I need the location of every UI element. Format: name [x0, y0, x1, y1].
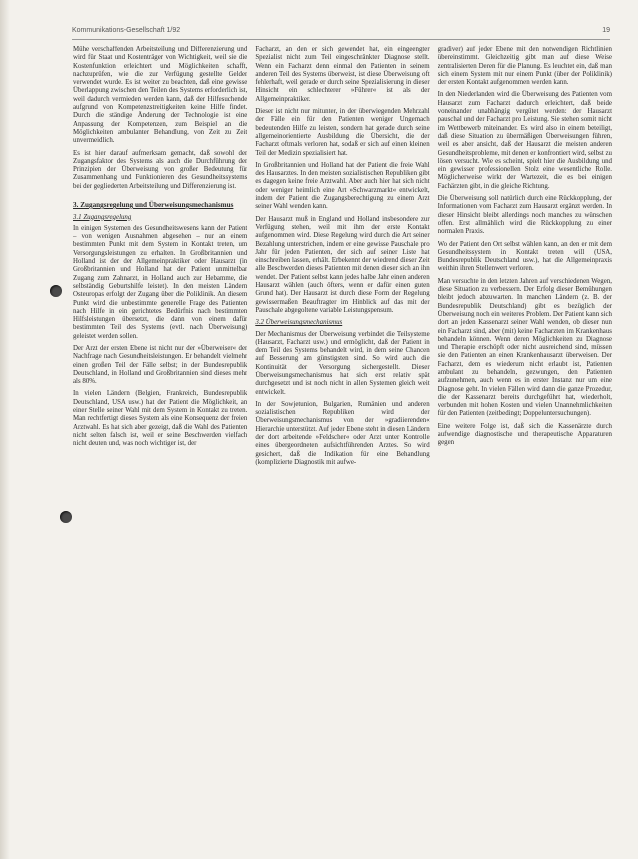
paragraph: In der Sowjetunion, Bulgarien, Rumänien und anderen sozialistischen Republiken wird der Überweisungsmechanismus von der »gradiierenden« Hierarchie unterstützt. Auf jeder Ebene steht in diesen Ländern der dort arbeitende »Feldscher« oder Arzt unter Kontrolle eines übergeordneten aufsichtführenden Arztes. So wird gesichert, daß die Indikation für eine Behandlung (komplizierte Diagnostik mit aufwe-: [255, 400, 430, 466]
paragraph: Facharzt, an den er sich gewendet hat, ein eingeengter Spezialist nicht zum Teil eingeschränkter Diagnose stellt. Wenn ein Facharzt denn einmal den Patienten in seinem anderen Teil des Systems überweist, ist diese Überweisung oft fehlerhaft, weil gerade er durch seine Spezialisierung in dieser Hinsicht ein schlechterer »Führer« ist als der Allgemeinpraktiker.: [255, 46, 430, 103]
paragraph: gradiver) auf jeder Ebene mit den notwendigen Richtlinien übereinstimmt. Gleichzeitig gibt man auf diese Weise zentralisierten Deren für die Planung. Es leuchtet ein, daß man sich einem System mit nur einem Punkt (über der Poliklinik) der ersten Kontakt aufgenommen werden kann.: [437, 46, 612, 87]
paragraph: In den Niederlanden wird die Überweisung des Patienten vom Hausarzt zum Facharzt dadurch erleichtert, daß beide voneinander unabhängig vergütet werden: der Hausarzt pauschal und der Facharzt pro Leistung. Sie stehen somit nicht im Wettbewerb miteinander. Es wird also in einem beteiligt, daß diese Situation zu übermäßigen Überweisungen führen, weil es aber ansicht, daß der Hausarzt die meisten anderen Gesundheitsprobleme, mit denen er konfrontiert wird, selbst zu lösen versucht. Wie es scheint, spielt hier die Ausbildung und ein gewisser professionellen Stolz eine wesentliche Rolle. Möglicherweise wirkt der Wartezeit, die es bei einigen Fachärzten gibt, in die gleiche Richtung.: [437, 91, 612, 190]
paragraph: Mühe verschaffenden Arbeitsteilung und Differenzierung und wird für Staat und Kostenträger von Wichtigkeit, weil sie die Kostenfunktion erleichtert und Möglichkeiten schafft, nachzuprüfen, wie die zur Verfügung gestellte Gelder verwendet wurde. Es ist weiter zu beachten, daß eine gewisse Überlappung zwischen den Teilen des Systems erforderlich ist, weil dadurch vermieden werden kann, daß der Hilfesuchende aufgrund von Kompetenzstreitigkeiten keine Hilfe findet. Durch die ständige Änderung der Technologie ist eine Anpassung der Kompetenzen, zum Beispiel an die Möglichkeiten ambulanter Behandlung, von Zeit zu Zeit unvermeidlich.: [73, 46, 248, 145]
column-3: [438, 46, 612, 847]
page-number: 19: [602, 27, 610, 34]
paragraph: Man versuchte in den letzten Jahren auf verschiedenen Wegen, diese Situation zu verbessern. Der Erfolg dieser Bemühungen bleibt jedoch abzuwarten. In manchen Ländern (z. B. der Bundesrepublik Deutschland) gibt es bezüglich der Überweisung noch ein weiteres Problem. Der Patient kann sich dort an jeden Kassenarzt seiner Wahl wenden, ob dieser nun ein Facharzt sind, aber (mit) keine Facharzten im Krankenhaus behandeln können. Wenn deren Möglichkeiten zu Diagnose und Therapie erschöpft oder nicht ausreichend sind, müssen sie den Patienten an einen Krankenhausarzt überweisen. Der Facharzt, dem es wiederum nicht erlaubt ist, Patienten ambulant zu behandeln, gezwungen, den Patienten aufzunehmen, auch wenn es in erster Instanz nur um eine Diagnose geht. In vielen Fällen wird dann die ganze Prozedur, die der Kassenarzt bereits durchgeführt hat, wiederholt, verbunden mit hohen Kosten und vielen Unannehmlichkeiten für den Patienten (zeitbedingt; Doppeluntersuchungen).: [437, 277, 612, 418]
text-columns: [73, 46, 612, 847]
paragraph: Der Arzt der ersten Ebene ist nicht nur der »Überweiser« der Nachfrage nach Gesundheitsleistungen. Er behandelt vielmehr einen großen Teil der Fälle selbst; in der Bundesrepublik Deutschland, in Holland und Großbritannien sind dieses mehr als 80%.: [73, 345, 248, 386]
paragraph: In vielen Ländern (Belgien, Frankreich, Bundesrepublik Deutschland, USA usw.) hat der Patient die Möglichkeit, an einer Stelle seiner Wahl mit dem System in Kontakt zu treten. Man rechtfertigt dieses System als eine Konsequenz der freien Arztwahl. Es hat sich aber gezeigt, daß die Wahl des Patienten nicht selten falsch ist, weil er seine Beschwerden vielfach nicht deuten und, was noch wichtiger ist, der: [73, 390, 248, 448]
paragraph: Es ist hier darauf aufmerksam gemacht, daß sowohl der Zugangsfaktor des Systems als auch die Durchführung der Prinzipien der Überweisung von großer Bedeutung für Zusammenhang und Funktionieren des Gesundheitssystems bei der gegliederten Arbeitsteilung und Differenzierung ist.: [73, 149, 248, 190]
section-heading: 3. Zugangsregelung und Überweisungsmechanismus: [73, 201, 234, 210]
paragraph: Dieser ist nicht nur mitunter, in der überwiegenden Mehrzahl der Fälle ein für den Patienten weniger Ungemach bedeutenden Hilfe zu leisten, sondern hat gerade durch seine allgemeinorientierte Ausbildung die Übersicht, die der Facharzt oftmals verloren hat, sodaß er sich auf einen kleinen Teil der Medizin spezialisiert hat.: [255, 108, 430, 157]
paragraph: Der Hausarzt muß in England und Holland insbesondere zur Verfügung stehen, weil mit ihm der erste Kontakt aufgenommen wird. Diese Regelung wird durch die Art seiner Bezahlung unterstrichen, indem er eine gewisse Pauschale pro Jahr für jeden Patienten, der sich auf seiner Liste hat einschreiben lassen, erhält. Erbekennt der wiedrend dieser Zeit alle Beschwerden dieses Patienten mit denen dieser sich an ihn wendet. Der Patient selbst kann jedes halbe Jahr einen anderen Hausarzt wählen (auch öfters, wenn er dafür einen guten Grund hat). Der Hausarzt ist durch diese Form der Regelung gewissermaßen Beauftragter im Hinblick auf das mit der Pauschale abgegoltene variable Leistungspensum.: [255, 215, 430, 314]
paragraph: Wo der Patient den Ort selbst wählen kann, an den er mit dem Gesundheitssystem in Kontakt treten will (USA, Bundesrepublik Deutschland usw.), hat die Allgemeinpraxis weithin ihren Stellenwert verloren.: [437, 240, 612, 273]
scan-shadow: [0, 0, 10, 859]
paragraph: In einigen Systemen des Gesundheitswesens kann der Patient – von wenigen Ausnahmen abgesehen – nur an einem bestimmten Punkt mit dem System in Kontakt treten, um Versorgungsleistungen zu erhalten. In Großbritannien und Holland ist der der Allgemeinpraktiker oder Hausarzt (in Großbritannien und Holland hat der Patient unmittelbar Zugang zum Zahnarzt, in Holland auch zur Hebamme, die selbständig Geburtshilfe leistet). In den meisten Ländern Osteuropas erfolgt der Zugang über die Poliklinik. An diesem Punkt wird die unbestimmte generelle Frage des Patienten nach Hilfe in ein gerichtetes Bedürfnis nach bestimmten Hilfsleistungen übersetzt, die dann von einem dafür bestimmten Teil des Systems (evtl. nach Überweisung) geleistet werden sollen.: [73, 224, 248, 340]
subsection-heading: 3.2 Überweisungsmechanismus: [255, 319, 343, 327]
subsection-heading: 3.1 Zugangsregelung: [73, 213, 132, 221]
punch-hole-icon: [60, 511, 72, 523]
paragraph: Die Überweisung soll natürlich durch eine Rückkopplung, der Informationen vom Facharzt zum Hausarzt ergänzt werden. In dieser Hinsicht bleibt allerdings noch manches zu wünschen offen. Erst allmählich wird die Rückkopplung zu einer normalen Praxis.: [437, 195, 612, 236]
paragraph: Eine weitere Folge ist, daß sich die Kassenärzte durch aufwendige diagnostische und therapeutische Apparaturen gegen: [437, 422, 612, 447]
journal-title: Kommunikations-Gesellschaft 1/92: [72, 27, 181, 34]
column-1: [73, 46, 247, 847]
running-header: [72, 27, 610, 40]
punch-hole-icon: [50, 285, 62, 297]
column-2: [255, 46, 429, 847]
paragraph: Der Mechanismus der Überweisung verbindet die Teilsysteme (Hausarzt, Facharzt usw.) und ermöglicht, daß der Patient in dem Teil des Systems behandelt wird, in dem seine Chancen auf Besserung am günstigsten sind. So wird auch die Kontinuität der Versorgung sichergestellt. Dieser Überweisungsmechanismus hat sich erst relativ spät durchgesetzt und ist noch nicht in allen Systemen gleich weit entwickelt.: [255, 330, 430, 396]
paragraph: In Großbritannien und Holland hat der Patient die freie Wahl des Hausarztes. In den meisten sozialistischen Republiken gibt es dagegen keine freie Arztwahl. Aber auch hier hat sich nicht oder weniger heimlich eine Art »Schwarzmarkt« entwickelt, indem der Patient die Zugangsberechtigung zu einem Arzt seiner Wahl wenden kann.: [255, 161, 430, 211]
